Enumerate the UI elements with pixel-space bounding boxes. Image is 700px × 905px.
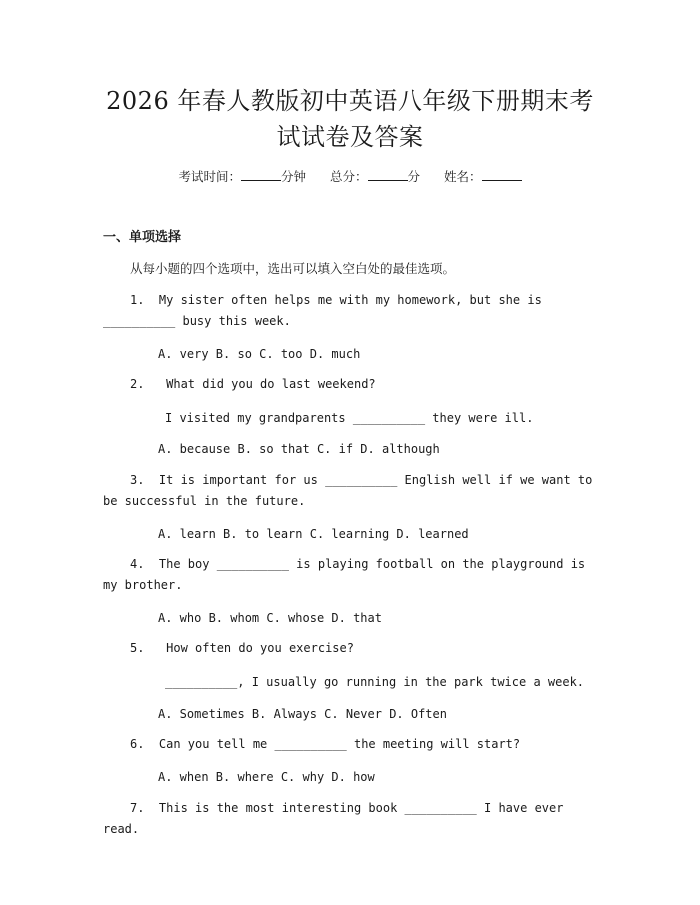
question-6-options: A. when B. where C. why D. how (158, 770, 375, 784)
exam-title-line-2: 试试卷及答案 (276, 123, 424, 151)
question-2-stem: 2. What did you do last weekend? (130, 377, 376, 391)
exam-score-blank (368, 168, 408, 181)
exam-name-label: 姓名： (444, 169, 482, 184)
question-3-options: A. learn B. to learn C. learning D. learned (158, 527, 469, 541)
exam-score-unit: 分 (407, 169, 421, 184)
question-4-stem: 4. The boy __________ is playing football on the playground is my brother. (103, 557, 593, 592)
exam-name-blank (482, 168, 522, 181)
question-4-options: A. who B. whom C. whose D. that (158, 611, 382, 625)
question-1-stem: 1. My sister often helps me with my homework, but she is __________ busy this week. (103, 293, 550, 328)
exam-score-label: 总分： (329, 169, 368, 184)
exam-title-line-1: 2026 年春人教版初中英语八年级下册期末考 (106, 87, 594, 115)
question-3-stem: 3. It is important for us __________ English well if we want to be successful in the future. (103, 473, 600, 508)
section-instruction: 从每小题的四个选项中，选出可以填入空白处的最佳选项。 (130, 261, 456, 276)
question-1-options: A. very B. so C. too D. much (158, 347, 361, 361)
exam-score (330, 169, 420, 184)
exam-time-label: 考试时间： (178, 169, 241, 184)
question-6-stem: 6. Can you tell me __________ the meeting will start? (130, 737, 521, 751)
exam-name (444, 169, 522, 184)
question-7-stem: 7. This is the most interesting book __________ I have ever read. (103, 801, 571, 836)
exam-time-unit: 分钟 (280, 169, 306, 184)
question-5-stem: 5. How often do you exercise? (130, 641, 354, 655)
section-heading: 一、单项选择 (103, 230, 182, 245)
exam-time-blank (241, 168, 281, 181)
exam-meta (0, 168, 700, 186)
exam-title (100, 83, 600, 155)
question-2-reply: I visited my grandparents __________ they were ill. (165, 411, 534, 425)
question-2-options: A. because B. so that C. if D. although (158, 442, 440, 456)
question-5-reply: __________, I usually go running in the park twice a week. (165, 675, 585, 689)
question-5-options: A. Sometimes B. Always C. Never D. Often (158, 707, 447, 721)
exam-time (178, 169, 306, 184)
